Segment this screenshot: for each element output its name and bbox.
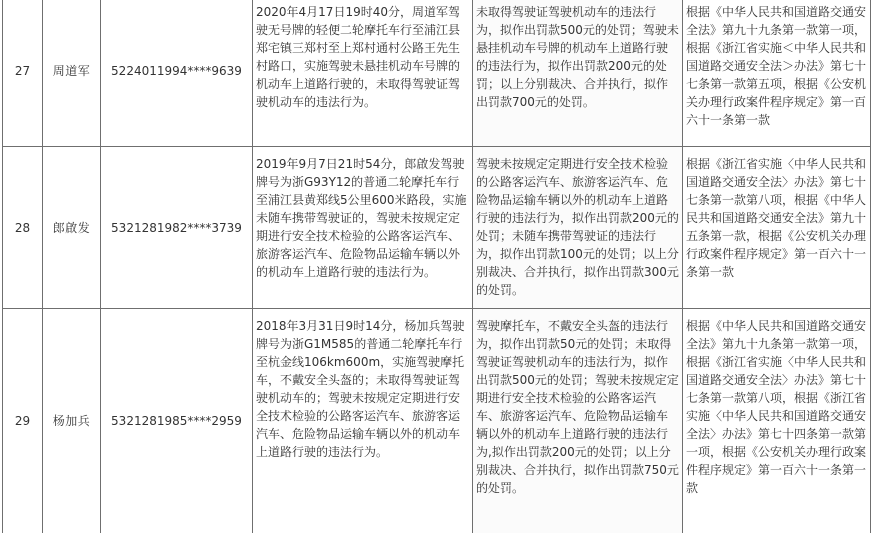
row-number: 28 xyxy=(3,147,43,309)
table-row xyxy=(3,309,871,533)
id-number: 5321281985****2959 xyxy=(101,309,253,533)
violation-facts xyxy=(253,309,473,533)
person-name: 杨加兵 xyxy=(43,309,101,533)
legal-basis xyxy=(683,0,871,147)
penalty-notice-table xyxy=(2,0,871,533)
proposed-penalty-text: 未取得驾驶证驾驶机动车的违法行为，拟作出罚款500元的处罚；驾驶未悬挂机动车号牌的机动车上道路行驶的违法行为，拟作出罚款200元的处罚；以上分别裁决、合并执行，拟作出罚款700元的处罚。 xyxy=(476,5,679,109)
violation-facts xyxy=(253,147,473,309)
violation-facts-text: 2020年4月17日19时40分，周道军驾驶无号牌的轻便二轮摩托车行至浦江县郑宅镇三郑村至上郑村通村公路王先生村路口，实施驾驶未悬挂机动车号牌的机动车上道路行驶的，未取得驾驶证驾驶机动车的违法行为。 xyxy=(256,5,461,109)
violation-facts-text: 2019年9月7日21时54分，郎啟发驾驶牌号为浙G93Y12的普通二轮摩托车行至浦江县黄郑线5公里600米路段，实施未随车携带驾驶证的，驾驶未按规定定期进行安全技术检验的公路客运汽车、旅游客运汽车、危险物品运输车辆以外的机动车上道路行驶的违法行为。 xyxy=(256,157,467,279)
violation-facts xyxy=(253,0,473,147)
legal-basis xyxy=(683,147,871,309)
proposed-penalty-text: 驾驶未按规定定期进行安全技术检验的公路客运汽车、旅游客运汽车、危险物品运输车辆以外的机动车上道路行驶的违法行为，拟作出罚款200元的处罚；未随车携带驾驶证的违法行为，拟作出罚款100元的处罚；以上分别裁决、合并执行，拟作出罚款300元的处罚。 xyxy=(476,157,679,297)
proposed-penalty xyxy=(473,147,683,309)
id-number: 5224011994****9639 xyxy=(101,0,253,147)
table-row xyxy=(3,0,871,147)
person-name: 郎啟发 xyxy=(43,147,101,309)
row-number: 29 xyxy=(3,309,43,533)
proposed-penalty xyxy=(473,309,683,533)
legal-basis-text: 根据《中华人民共和国道路交通安全法》第九十九条第一款第一项，根据《浙江省实施〈中华人民共和国道路交通安全法〉办法》第七十七条第一款第八项，根据《浙江省实施〈中华人民共和国道路交通安全法〉办法》第七十四条第一款第一项，根据《公安机关办理行政案件程序规定》第一百六十一条第一款 xyxy=(686,319,867,495)
legal-basis xyxy=(683,309,871,533)
violation-facts-text: 2018年3月31日9时14分，杨加兵驾驶牌号为浙G1M585的普通二轮摩托车行至杭金线106km600m，实施驾驶摩托车，不戴安全头盔的；未取得驾驶证驾驶机动车的；驾驶未按规定定期进行安全技术检验的公路客运汽车、旅游客运汽车、危险物品运输车辆以外的机动车上道路行驶的违法行为。 xyxy=(256,319,465,459)
id-number: 5321281982****3739 xyxy=(101,147,253,309)
proposed-penalty-text: 驾驶摩托车，不戴安全头盔的违法行为，拟作出罚款50元的处罚；未取得驾驶证驾驶机动车的违法行为，拟作出罚款500元的处罚；驾驶未按规定定期进行安全技术检验的公路客运汽车、旅游客运汽车、危险物品运输车辆以外的机动车上道路行驶的违法行为,拟作出罚款200元的处罚；以上分别裁决、合并执行，拟作出罚款750元的处罚。 xyxy=(476,319,679,495)
proposed-penalty xyxy=(473,0,683,147)
legal-basis-text: 根据《中华人民共和国道路交通安全法》第九十九条第一款第一项，根据《浙江省实施＜中华人民共和国道路交通安全法＞办法》第七十七条第一款第五项，根据《公安机关办理行政案件程序规定》第一百六十一条第一款 xyxy=(686,5,867,127)
table-row xyxy=(3,147,871,309)
person-name: 周道军 xyxy=(43,0,101,147)
row-number: 27 xyxy=(3,0,43,147)
legal-basis-text: 根据《浙江省实施〈中华人民共和国道路交通安全法〉办法》第七十七条第一款第八项，根据《中华人民共和国道路交通安全法》第九十五条第一款，根据《公安机关办理行政案件程序规定》第一百六十一条第一款 xyxy=(686,157,867,279)
